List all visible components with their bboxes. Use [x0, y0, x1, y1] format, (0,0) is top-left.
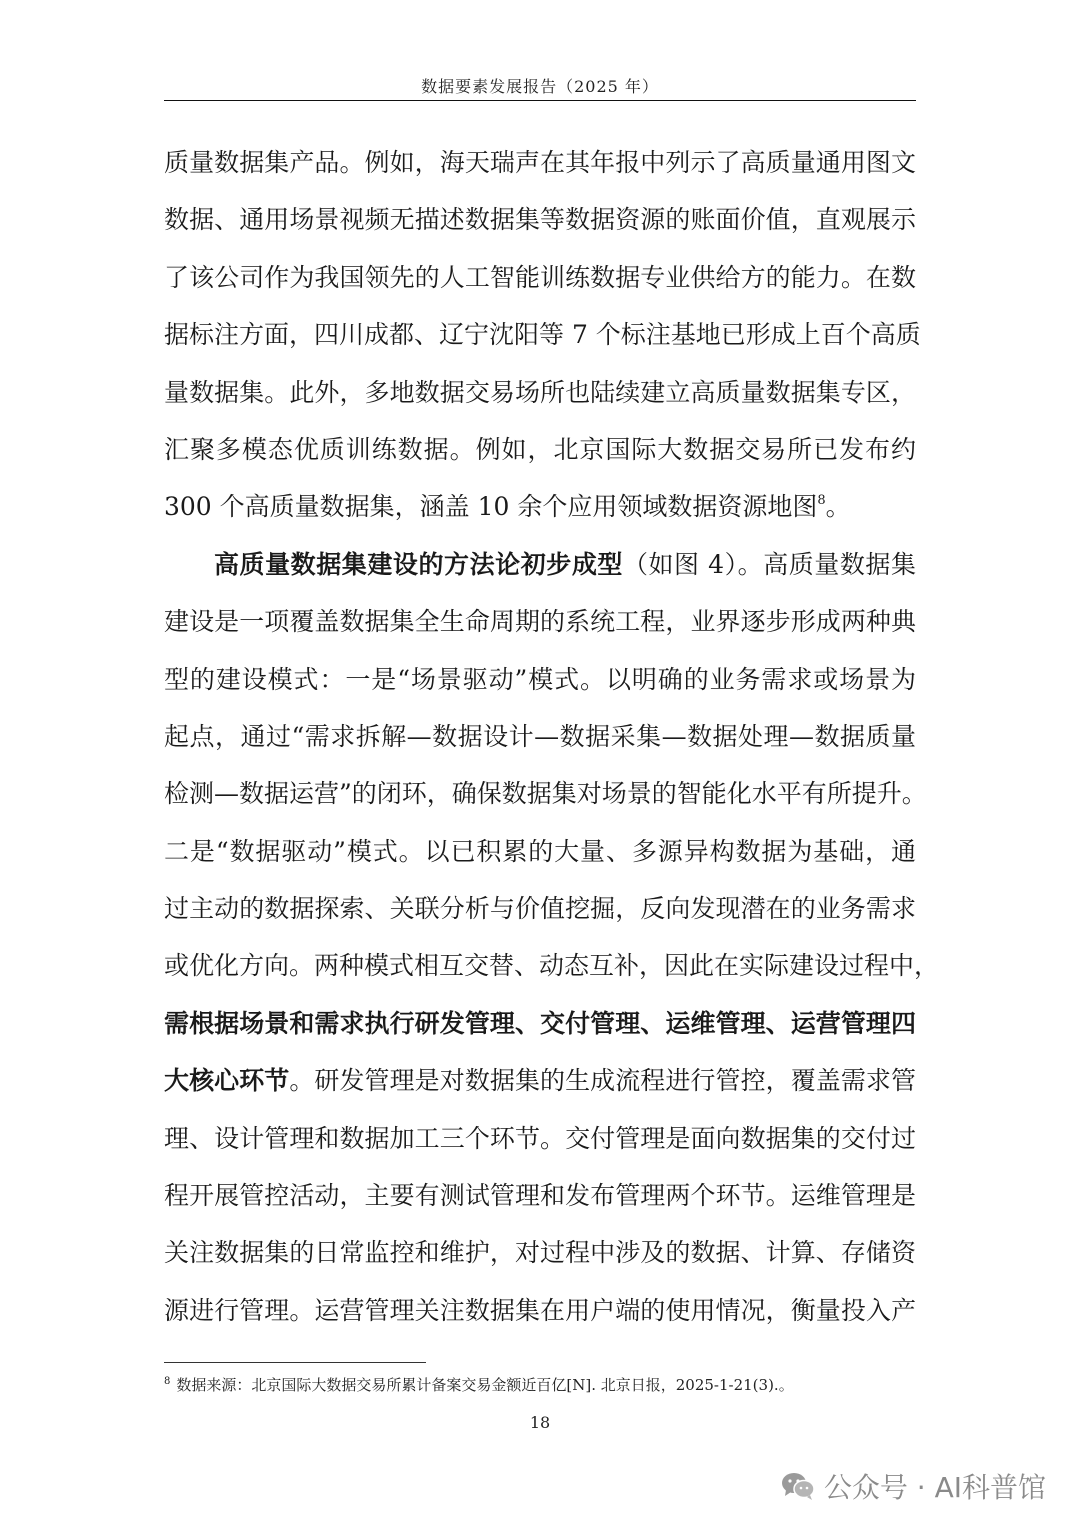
header-divider [164, 100, 916, 101]
bold-text-line: 需根据场景和需求执行研发管理、交付管理、运维管理、运营管理四 [164, 1008, 916, 1038]
running-header: 数据要素发展报告（2025 年） [421, 77, 659, 96]
watermark [780, 1466, 1046, 1506]
text-line: 或优化方向。两种模式相互交替、动态互补，因此在实际建设过程中， [164, 951, 940, 981]
text-line: 数据、通用场景视频无描述数据集等数据资源的账面价值，直观展示 [164, 205, 916, 235]
text-line: 了该公司作为我国领先的人工智能训练数据专业供给方的能力。在数 [164, 262, 916, 292]
text-line: 关注数据集的日常监控和维护，对过程中涉及的数据、计算、存储资 [164, 1238, 916, 1268]
footnote [164, 1374, 916, 1395]
text-line: 量数据集。此外，多地数据交易场所也陆续建立高质量数据集专区， [164, 377, 916, 407]
text-line: 质量数据集产品。例如，海天瑞声在其年报中列示了高质量通用图文 [164, 148, 916, 177]
text-line [164, 1052, 916, 1109]
body-text [164, 134, 940, 1339]
footnote-ref: 8 [817, 493, 826, 509]
page-number: 18 [529, 1413, 551, 1432]
footnote-number: 8 [164, 1376, 171, 1387]
text-segment: （如图 4）。高质量数据集 [622, 549, 916, 579]
bold-heading-phrase: 高质量数据集建设的方法论初步成型 [214, 549, 623, 579]
text-line: 检测—数据运营”的闭环，确保数据集对场景的智能化水平有所提升。 [164, 779, 927, 809]
text-line: 汇聚多模态优质训练数据。例如，北京国际大数据交易所已发布约 [164, 434, 916, 464]
footnote-divider [164, 1362, 426, 1363]
text-line: 过主动的数据探索、关联分析与价值挖掘，反向发现潜在的业务需求 [164, 894, 916, 924]
text-line: 二是“数据驱动”模式。以已积累的大量、多源异构数据为基础，通 [164, 836, 916, 866]
text-segment: 。研发管理是对数据集的生成流程进行管控，覆盖需求管 [289, 1066, 916, 1096]
text-line: 建设是一项覆盖数据集全生命周期的系统工程，业界逐步形成两种典 [164, 607, 916, 637]
paragraph-first-line [164, 536, 916, 593]
text-line-last [164, 478, 916, 535]
text-segment: 300 个高质量数据集，涵盖 10 余个应用领域数据资源地图 [164, 492, 818, 522]
text-line: 据标注方面，四川成都、辽宁沈阳等 7 个标注基地已形成上百个高质 [164, 320, 921, 350]
text-line: 型的建设模式：一是“场景驱动”模式。以明确的业务需求或场景为 [164, 664, 916, 694]
text-line: 理、设计管理和数据加工三个环节。交付管理是面向数据集的交付过 [164, 1123, 916, 1153]
wechat-icon [780, 1471, 816, 1501]
text-line: 程开展管控活动，主要有测试管理和发布管理两个环节。运维管理是 [164, 1181, 916, 1211]
watermark-text: 公众号 · AI科普馆 [823, 1471, 1046, 1504]
text-line: 起点，通过“需求拆解—数据设计—数据采集—数据处理—数据质量 [164, 721, 916, 751]
bold-text-segment: 大核心环节 [164, 1066, 290, 1096]
text-segment: 。 [825, 492, 851, 522]
footnote-text: 数据来源：北京国际大数据交易所累计备案交易金额近百亿[N]. 北京日报，2025-1-21(3).。 [176, 1376, 794, 1394]
text-line: 源进行管理。运营管理关注数据集在用户端的使用情况，衡量投入产 [164, 1295, 916, 1325]
